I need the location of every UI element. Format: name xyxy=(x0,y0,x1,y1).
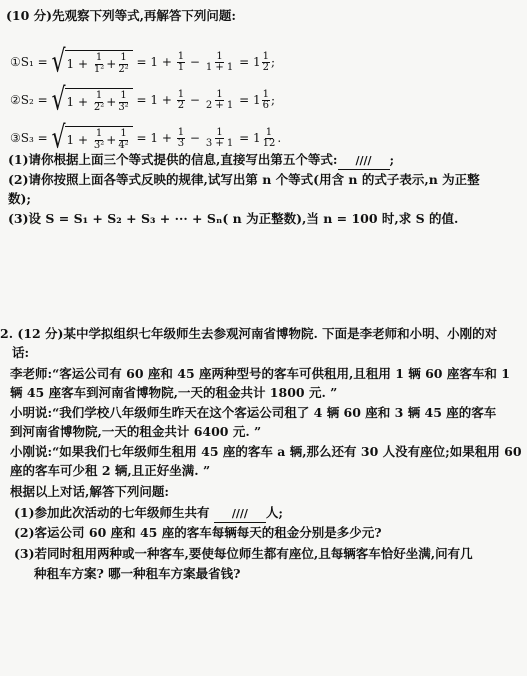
q1-part-1: (1)请你根据上面三个等式提供的信息,直接写出第五个等式: //// ; xyxy=(8,152,394,170)
q2-header-cont: 话: xyxy=(12,345,30,360)
q2-part-1: (1)参加此次活动的七年级师生共有 //// 人; xyxy=(14,505,283,523)
q2-part-3-line-1: (3)若同时租用两种或一种客车,要使每位师生都有座位,且每辆客车恰好坐满,问有几 xyxy=(14,546,473,561)
eq1-sqrt: √ 1 + $\frac{1}{\text{1²}}$ + $\frac{1}{\text{2²}}$ xyxy=(52,50,133,75)
eq2-sqrt: √ 1 + $\frac{1}{\text{2²}}$ + $\frac{1}{\text{3²}}$ xyxy=(52,88,133,113)
q2-header: 2. (12 分)某中学拟组织七年级师生去参观河南省博物院. 下面是李老师和小明、小刚的对 xyxy=(0,326,498,341)
q1-equation-3: ③S₃ = √ 1 + $\frac{1}{\text{3²}}$ + $\frac{1}{\text{4²}}$ = 1 + $\frac{1}{3}$ − $\frac{1}{3 + 1}$ = 1 $\frac{1}{12}$ . xyxy=(10,120,282,156)
q2-teacher-line-1: 李老师:“客运公司有 60 座和 45 座两种型号的客车可供租用,且租用 1 辆 60 座客车和 1 xyxy=(10,366,510,381)
q2-ming-line-2: 到河南省博物院,一天的租金共计 6400 元. ” xyxy=(10,424,262,439)
eq2-label: ②S₂ = xyxy=(10,93,48,107)
q2-gang-line-2: 座的客车可少租 2 辆,且正好坐满. ” xyxy=(10,463,211,478)
q1-part-2-line-1: (2)请你按照上面各等式反映的规律,试写出第 n 个等式(用含 n 的式子表示,n 为正整 xyxy=(8,172,480,187)
q1-equation-2: ②S₂ = √ 1 + $\frac{1}{\text{2²}}$ + $\frac{1}{\text{3²}}$ = 1 + $\frac{1}{2}$ − $\frac{1}{2 + 1}$ = 1 $\frac{1}{6}$ ; xyxy=(10,82,276,118)
q2-answer-blank-1[interactable]: //// xyxy=(214,507,266,523)
q2-part-2: (2)客运公司 60 座和 45 座的客车每辆每天的租金分别是多少元? xyxy=(14,525,382,540)
q2-instruction: 根据以上对话,解答下列问题: xyxy=(10,484,169,499)
eq3-sqrt: √ 1 + $\frac{1}{\text{3²}}$ + $\frac{1}{\text{4²}}$ xyxy=(52,126,133,151)
q1-equation-1: ①S₁ = √ 1 + $\frac{1}{\text{1²}}$ + $\frac{1}{\text{2²}}$ = 1 + $\frac{1}{1}$ − $\frac{1}{1 + 1}$ = 1 $\frac{1}{2}$ ; xyxy=(10,44,276,80)
q2-gang-line-1: 小刚说:“如果我们七年级师生租用 45 座的客车 a 辆,那么还有 30 人没有座位;如果租用 60 xyxy=(10,444,522,459)
q2-part-3-line-2: 种租车方案? 哪一种租车方案最省钱? xyxy=(34,566,241,581)
eq1-label: ①S₁ = xyxy=(10,55,48,69)
q2-ming-line-1: 小明说:“我们学校八年级师生昨天在这个客运公司租了 4 辆 60 座和 3 辆 45 座的客车 xyxy=(10,405,497,420)
q2-teacher-line-2: 辆 45 座客车到河南省博物院,一天的租金共计 1800 元. ” xyxy=(10,385,338,400)
q1-part-2-line-2: 数); xyxy=(8,191,32,206)
q1-answer-blank-1[interactable]: //// xyxy=(338,154,390,170)
q1-part-3: (3)设 S = S₁ + S₂ + S₃ + ··· + Sₙ( n 为正整数),当 n = 100 时,求 S 的值. xyxy=(8,211,459,226)
q1-header: (10 分)先观察下列等式,再解答下列问题: xyxy=(6,8,237,23)
eq3-label: ③S₃ = xyxy=(10,131,48,145)
